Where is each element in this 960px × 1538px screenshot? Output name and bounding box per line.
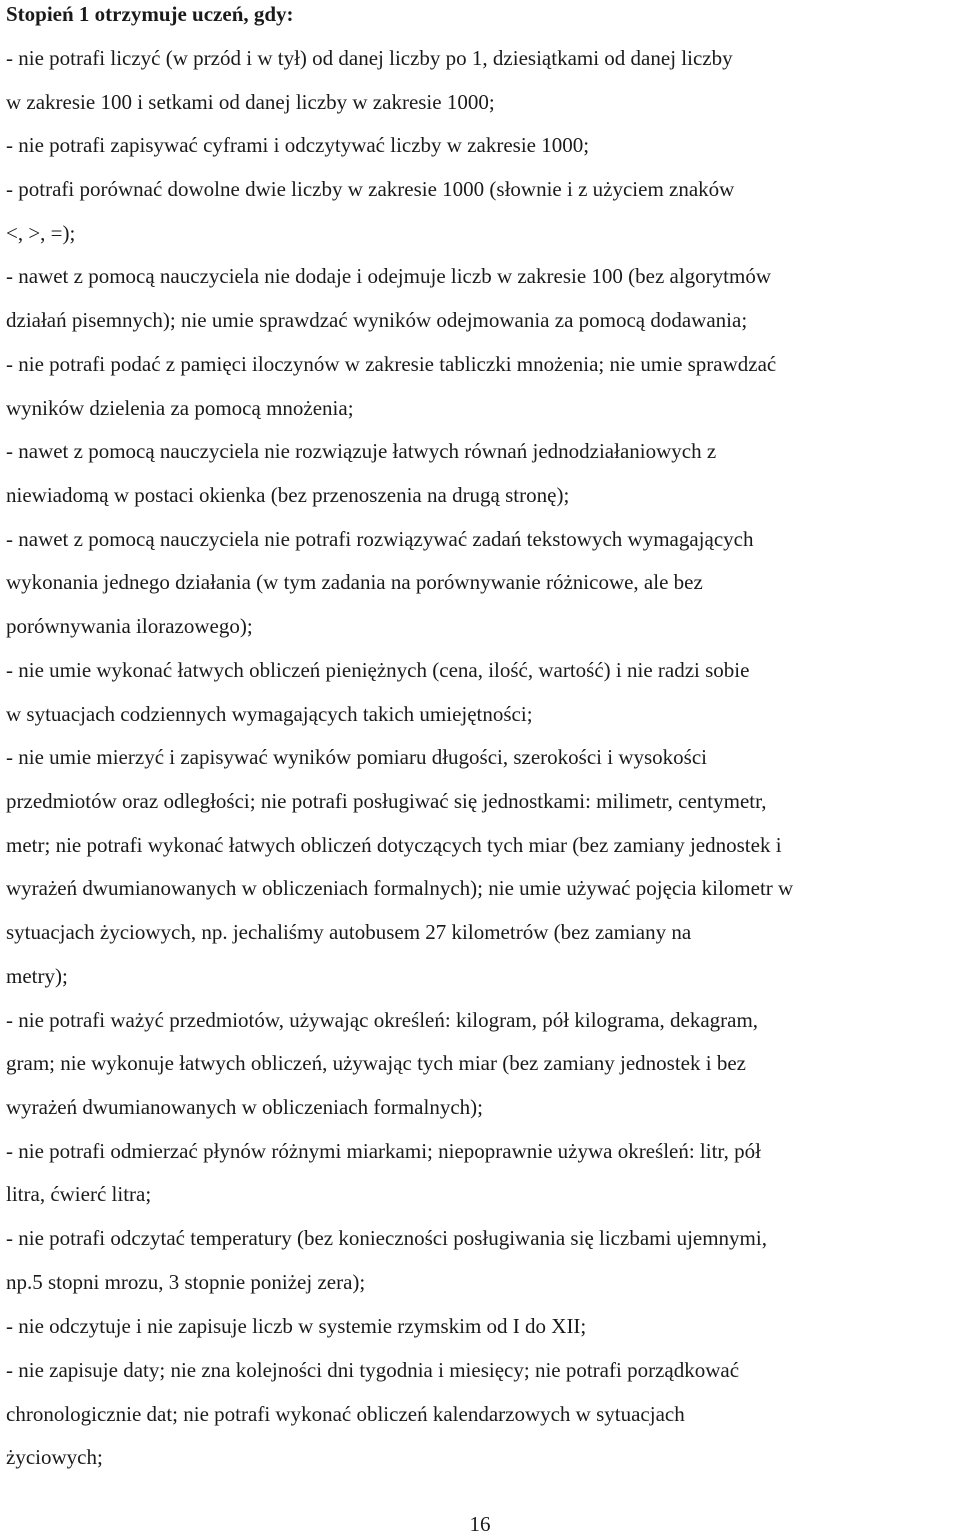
text-line: - nie umie mierzyć i zapisywać wyników pomiaru długości, szerokości i wysokości	[6, 745, 707, 769]
text-line: przedmiotów oraz odległości; nie potrafi posługiwać się jednostkami: milimetr, centymetr,	[6, 789, 767, 813]
text-line: - nie potrafi ważyć przedmiotów, używając określeń: kilogram, pół kilograma, dekagram,	[6, 1008, 759, 1032]
text-line: - nie potrafi podać z pamięci iloczynów w zakresie tabliczki mnożenia; nie umie sprawdzać	[6, 352, 777, 376]
text-line: - nie zapisuje daty; nie zna kolejności dni tygodnia i miesięcy; nie potrafi porządkować	[6, 1358, 740, 1382]
text-line: np.5 stopni mrozu, 3 stopnie poniżej zera);	[6, 1270, 366, 1294]
text-line: wyrażeń dwumianowanych w obliczeniach formalnych); nie umie używać pojęcia kilometr w	[6, 876, 794, 900]
text-line: wyników dzielenia za pomocą mnożenia;	[6, 396, 354, 420]
text-line: - potrafi porównać dowolne dwie liczby w zakresie 1000 (słownie i z użyciem znaków	[6, 177, 735, 201]
text-line: litra, ćwierć litra;	[6, 1182, 152, 1206]
text-line: - nawet z pomocą nauczyciela nie dodaje i odejmuje liczb w zakresie 100 (bez algorytmów	[6, 264, 772, 288]
text-line: wyrażeń dwumianowanych w obliczeniach formalnych);	[6, 1095, 483, 1119]
text-line: - nie potrafi zapisywać cyframi i odczytywać liczby w zakresie 1000;	[6, 133, 590, 157]
text-line: - nie umie wykonać łatwych obliczeń pieniężnych (cena, ilość, wartość) i nie radzi sobie	[6, 658, 750, 682]
section-heading: Stopień 1 otrzymuje uczeń, gdy:	[6, 2, 294, 26]
text-line: w sytuacjach codziennych wymagających takich umiejętności;	[6, 702, 533, 726]
text-line: - nie potrafi odmierzać płynów różnymi miarkami; niepoprawnie używa określeń: litr, pół	[6, 1139, 761, 1163]
text-line: - nawet z pomocą nauczyciela nie rozwiązuje łatwych równań jednodziałaniowych z	[6, 439, 717, 463]
text-line: działań pisemnych); nie umie sprawdzać wyników odejmowania za pomocą dodawania;	[6, 308, 748, 332]
text-line: sytuacjach życiowych, np. jechaliśmy autobusem 27 kilometrów (bez zamiany na	[6, 920, 692, 944]
text-line: chronologicznie dat; nie potrafi wykonać obliczeń kalendarzowych w sytuacjach	[6, 1402, 685, 1426]
text-line: - nie potrafi liczyć (w przód i w tył) od danej liczby po 1, dziesiątkami od danej liczby	[6, 46, 733, 70]
text-line: życiowych;	[6, 1445, 103, 1469]
text-line: w zakresie 100 i setkami od danej liczby w zakresie 1000;	[6, 90, 495, 114]
text-line: - nawet z pomocą nauczyciela nie potrafi rozwiązywać zadań tekstowych wymagających	[6, 527, 754, 551]
text-line: - nie odczytuje i nie zapisuje liczb w systemie rzymskim od I do XII;	[6, 1314, 587, 1338]
text-line: <, >, =);	[6, 221, 76, 245]
text-line: niewiadomą w postaci okienka (bez przenoszenia na drugą stronę);	[6, 483, 570, 507]
text-line: metry);	[6, 964, 68, 988]
text-line: wykonania jednego działania (w tym zadania na porównywanie różnicowe, ale bez	[6, 570, 703, 594]
text-line: porównywania ilorazowego);	[6, 614, 253, 638]
text-line: - nie potrafi odczytać temperatury (bez konieczności posługiwania się liczbami ujemnymi,	[6, 1226, 767, 1250]
page-number: 16	[469, 1512, 491, 1536]
text-line: metr; nie potrafi wykonać łatwych obliczeń dotyczących tych miar (bez zamiany jednostek i	[6, 833, 782, 857]
text-line: gram; nie wykonuje łatwych obliczeń, używając tych miar (bez zamiany jednostek i bez	[6, 1051, 746, 1075]
